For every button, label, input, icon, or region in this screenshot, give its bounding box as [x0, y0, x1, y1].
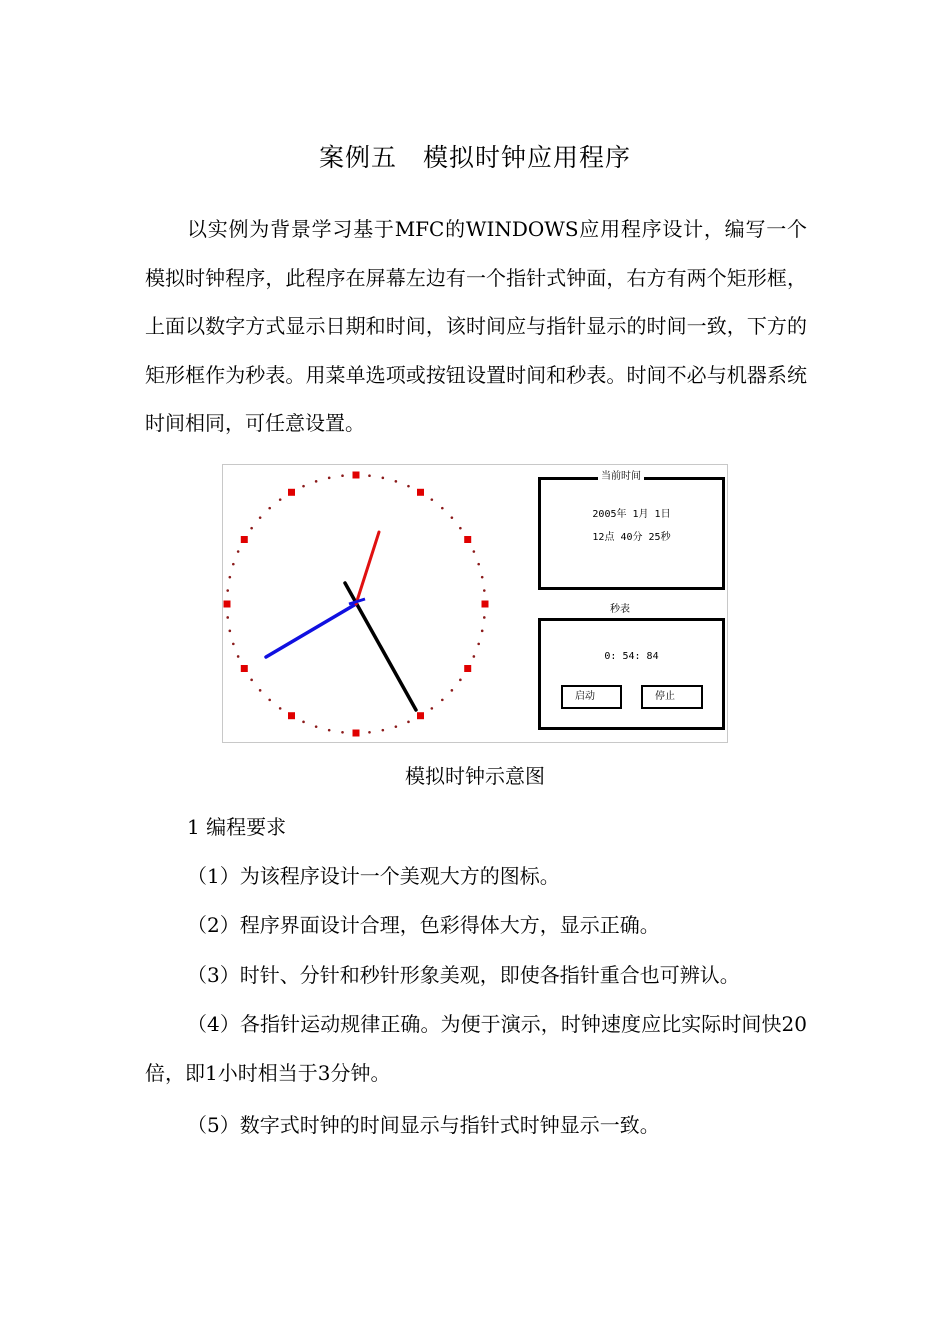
minute-tick — [407, 721, 410, 724]
current-time-title: 当前时间 — [598, 471, 644, 483]
minute-tick — [259, 689, 262, 692]
hour-marker — [288, 489, 295, 496]
minute-tick — [268, 507, 271, 510]
minute-tick — [268, 699, 271, 702]
minute-tick — [407, 485, 410, 488]
minute-tick — [328, 477, 331, 480]
stopwatch-panel — [538, 618, 725, 730]
minute-tick — [237, 550, 240, 553]
minute-tick — [341, 731, 344, 734]
minute-tick — [473, 655, 476, 658]
minute-tick — [250, 679, 253, 682]
minute-tick — [473, 550, 476, 553]
page-title — [0, 138, 950, 174]
time-display: 12点 40分 25秒 — [592, 532, 671, 543]
minute-tick — [459, 679, 462, 682]
requirement-4: （4）各指针运动规律正确。为便于演示，时钟速度应比实际时间快20倍，即1小时相当于3分钟。 — [145, 1012, 807, 1085]
minute-tick — [315, 725, 318, 728]
requirement-5: （5）数字式时钟的时间显示与指针式时钟显示一致。 — [187, 1113, 660, 1137]
title-case-number: 案例五 — [318, 143, 397, 172]
minute-tick — [259, 516, 262, 519]
minute-tick — [395, 480, 398, 483]
second-hand — [356, 532, 379, 604]
minute-tick — [483, 589, 486, 592]
title-name: 模拟时钟应用程序 — [423, 143, 632, 172]
hour-marker — [241, 536, 248, 543]
stopwatch-title: 秒表 — [607, 604, 633, 616]
minute-tick — [229, 576, 232, 579]
minute-tick — [237, 655, 240, 658]
minute-tick — [341, 474, 344, 477]
minute-tick — [382, 477, 385, 480]
minute-tick — [302, 721, 305, 724]
minute-tick — [368, 731, 371, 734]
requirement-2: （2）程序界面设计合理，色彩得体大方，显示正确。 — [187, 913, 660, 937]
minute-tick — [302, 485, 305, 488]
minute-tick — [232, 563, 235, 566]
minute-tick — [441, 507, 444, 510]
minute-tick — [431, 707, 434, 710]
minute-tick — [232, 643, 235, 646]
minute-tick — [451, 516, 454, 519]
stop-button[interactable]: 停止 — [641, 685, 703, 709]
minute-tick — [368, 474, 371, 477]
start-button[interactable]: 启动 — [561, 685, 622, 709]
hour-marker — [417, 489, 424, 496]
minute-tick — [226, 616, 229, 619]
minute-tick — [481, 630, 484, 633]
minute-tick — [315, 480, 318, 483]
requirement-3: （3）时针、分针和秒针形象美观，即使各指针重合也可辨认。 — [187, 963, 740, 987]
minute-tick — [328, 729, 331, 732]
hour-marker — [288, 712, 295, 719]
minute-tick — [229, 630, 232, 633]
minute-tick — [481, 576, 484, 579]
analog-clock-face — [223, 465, 523, 744]
minute-tick — [279, 707, 282, 710]
date-display: 2005年 1月 1日 — [592, 509, 671, 520]
minute-tick — [477, 563, 480, 566]
current-time-panel — [538, 477, 725, 590]
minute-tick — [431, 498, 434, 501]
hour-marker — [224, 601, 231, 608]
minute-tick — [250, 527, 253, 530]
hour-marker — [464, 536, 471, 543]
requirement-1: （1）为该程序设计一个美观大方的图标。 — [187, 864, 560, 888]
minute-tick — [459, 527, 462, 530]
figure-caption: 模拟时钟示意图 — [405, 764, 545, 788]
hour-marker — [464, 665, 471, 672]
clock-figure — [222, 464, 728, 743]
hour-marker — [353, 472, 360, 479]
minute-tick — [477, 643, 480, 646]
hour-hand — [266, 604, 356, 657]
minute-tick — [441, 699, 444, 702]
minute-tick — [279, 498, 282, 501]
section-heading: 1 编程要求 — [187, 815, 287, 839]
minute-tick — [226, 589, 229, 592]
hour-marker — [241, 665, 248, 672]
minute-tick — [451, 689, 454, 692]
hour-marker — [353, 730, 360, 737]
minute-tick — [395, 725, 398, 728]
hour-marker — [482, 601, 489, 608]
intro-paragraph: 以实例为背景学习基于MFC的WINDOWS应用程序设计，编写一个模拟时钟程序，此程序在屏幕左边有一个指针式钟面，右方有两个矩形框，上面以数字方式显示日期和时间，该时间应与指针显示的时间一致，下方的矩形框作为秒表。用菜单选项或按钮设置时间和秒表。时间不必与机器系统时间相同，可任意设置。 — [145, 217, 807, 435]
hour-marker — [417, 712, 424, 719]
stopwatch-display: 0: 54: 84 — [604, 651, 659, 662]
minute-tick — [382, 729, 385, 732]
minute-tick — [483, 616, 486, 619]
